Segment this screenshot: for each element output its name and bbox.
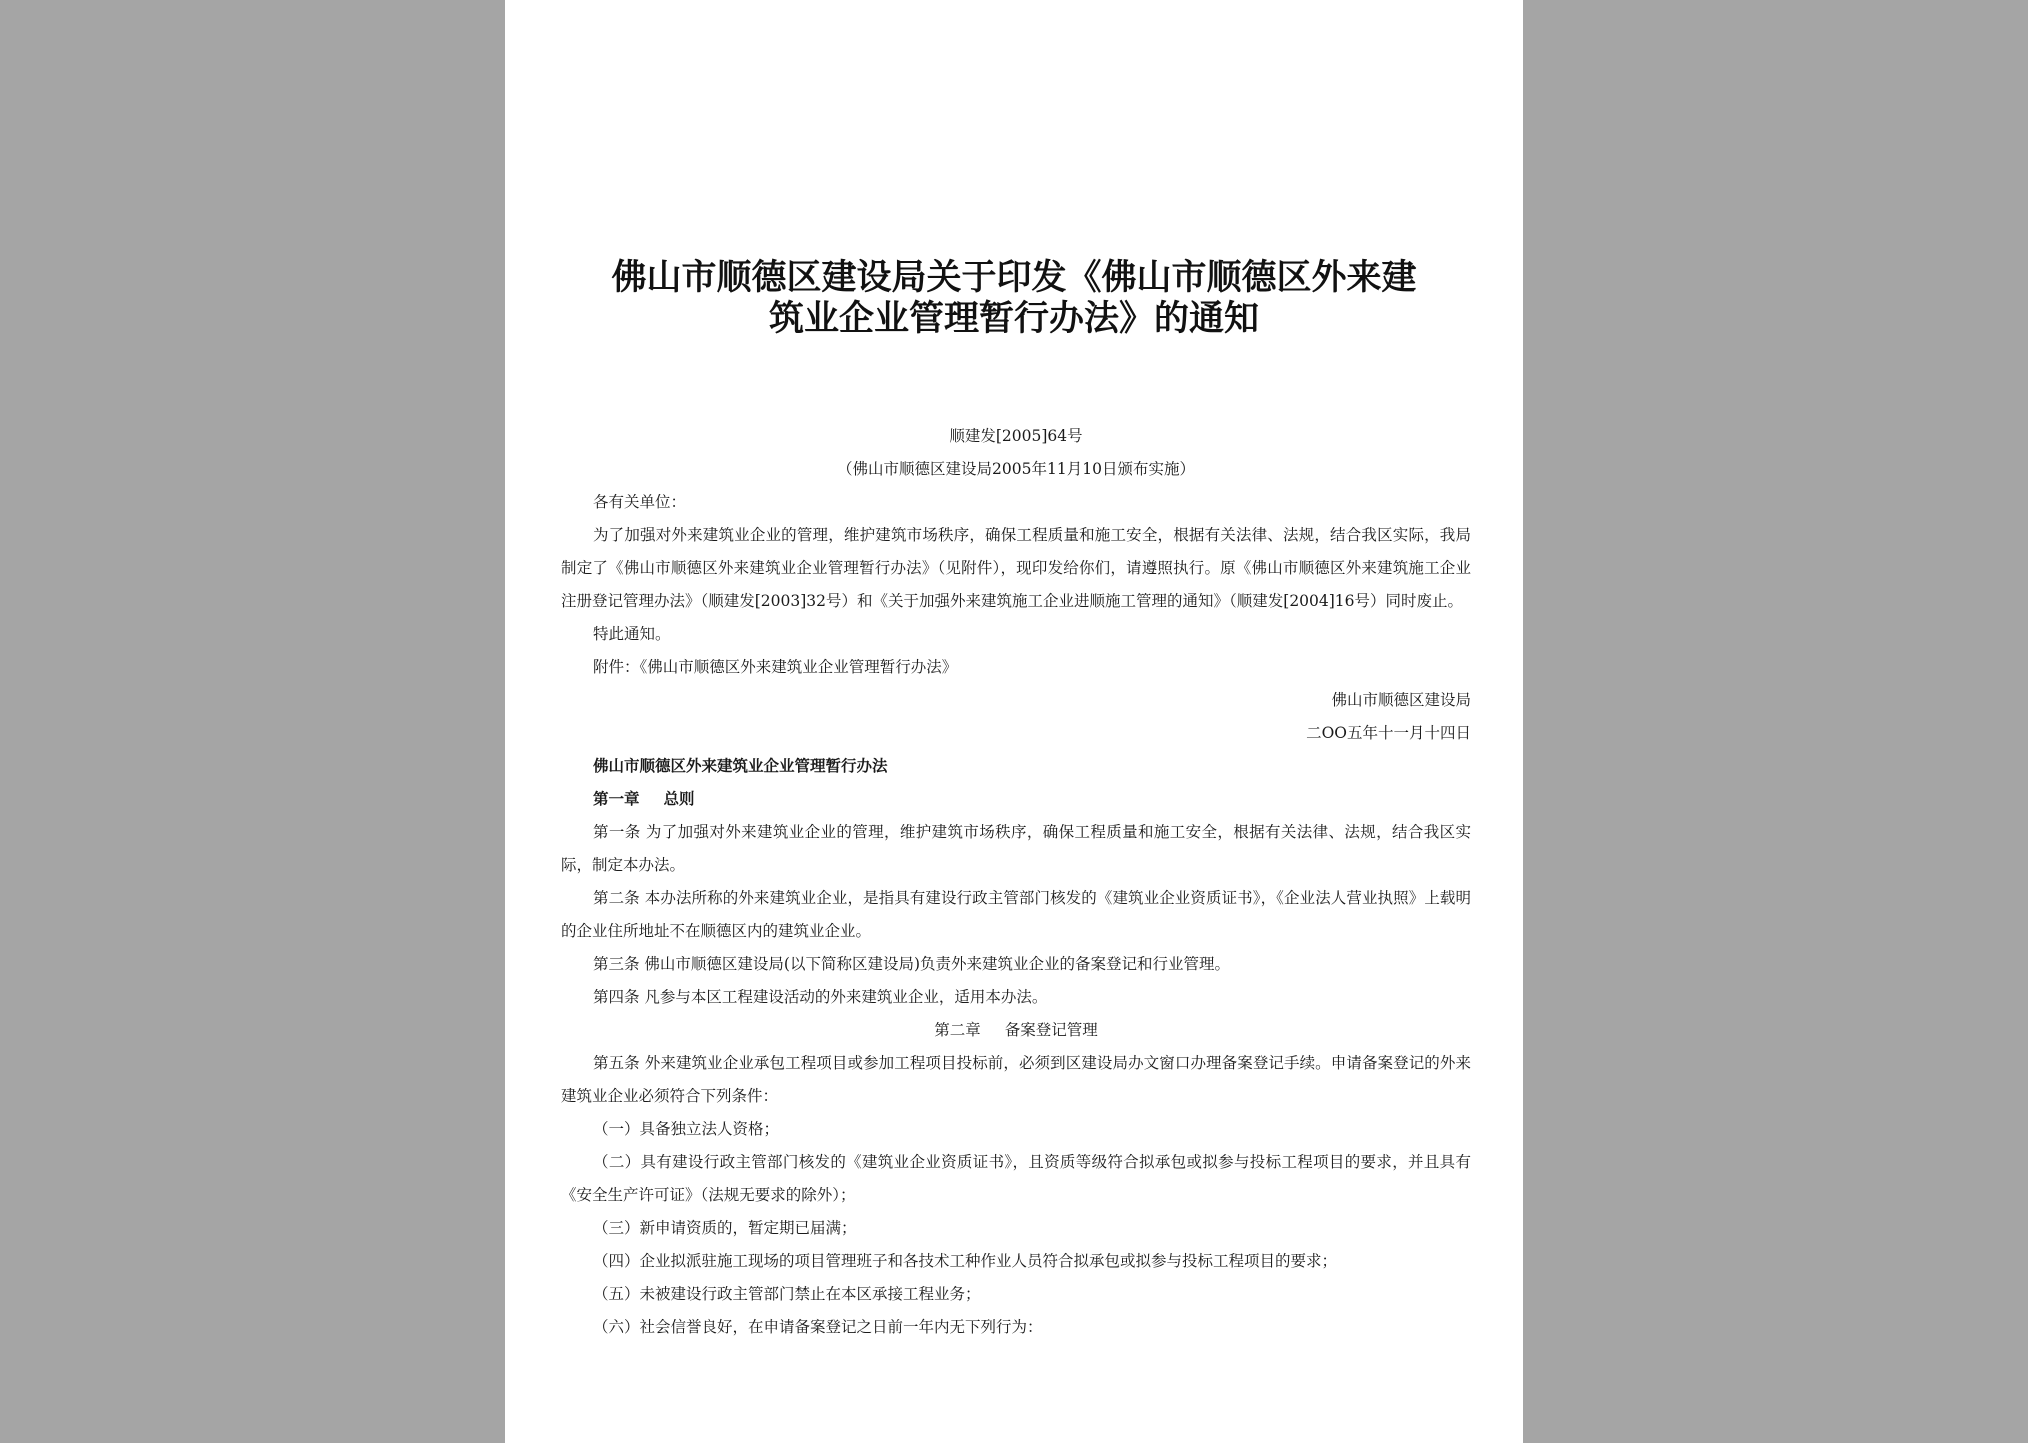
doc-number: 顺建发[2005]64号	[949, 427, 1083, 445]
chapter-2-name: 备案登记管理	[1004, 1021, 1098, 1039]
title-line-1: 佛山市顺德区建设局关于印发《佛山市顺德区外来建	[611, 258, 1417, 298]
measures-title: 佛山市顺德区外来建筑业企业管理暂行办法	[593, 757, 888, 775]
condition-item-3: （三）新申请资质的，暂定期已届满；	[593, 1219, 857, 1237]
condition-item-2: （二）具有建设行政主管部门核发的《建筑业企业资质证书》，且资质等级符合拟承包或拟参与投标工程项目的要求，并且具有《安全生产许可证》（法规无要求的除外）；	[561, 1153, 1471, 1204]
notice-end: 特此通知。	[593, 625, 671, 643]
salutation: 各有关单位：	[593, 493, 687, 511]
article-3: 第三条 佛山市顺德区建设局(以下简称区建设局)负责外来建筑业企业的备案登记和行业管理。	[593, 955, 1231, 973]
issue-note: （佛山市顺德区建设局2005年11月10日颁布实施）	[837, 460, 1195, 478]
signer: 佛山市顺德区建设局	[1331, 691, 1471, 709]
chapter-1-label: 第一章	[593, 790, 640, 808]
condition-item-4: （四）企业拟派驻施工现场的项目管理班子和各技术工种作业人员符合拟承包或拟参与投标工程项目的要求；	[593, 1252, 1338, 1270]
sign-date: 二OO五年十一月十四日	[1306, 724, 1471, 742]
article-1: 第一条 为了加强对外来建筑业企业的管理，维护建筑市场秩序，确保工程质量和施工安全，根据有关法律、法规，结合我区实际，制定本办法。	[561, 823, 1471, 874]
chapter-2-label: 第二章	[934, 1021, 981, 1039]
document-page	[505, 0, 1523, 1443]
document-title	[505, 258, 1523, 340]
body-paragraph: 为了加强对外来建筑业企业的管理，维护建筑市场秩序，确保工程质量和施工安全，根据有关法律、法规，结合我区实际，我局制定了《佛山市顺德区外来建筑业企业管理暂行办法》（见附件），现印发给你们，请遵照执行。原《佛山市顺德区外来建筑施工企业注册登记管理办法》（顺建发[2003]32号）和《关于加强外来建筑施工企业进顺施工管理的通知》（顺建发[2004]16号）同时废止。	[561, 526, 1471, 610]
chapter-1-name: 总则	[663, 790, 695, 808]
article-2: 第二条 本办法所称的外来建筑业企业，是指具有建设行政主管部门核发的《建筑业企业资质证书》，《企业法人营业执照》上载明的企业住所地址不在顺德区内的建筑业企业。	[561, 889, 1471, 940]
chapter-2-heading	[561, 1014, 1471, 1047]
chapter-1-heading	[561, 783, 1471, 816]
condition-item-6: （六）社会信誉良好，在申请备案登记之日前一年内无下列行为：	[593, 1318, 1043, 1336]
attachment-line: 附件：《佛山市顺德区外来建筑业企业管理暂行办法》	[593, 658, 958, 676]
condition-item-1: （一）具备独立法人资格；	[593, 1120, 780, 1138]
article-5: 第五条 外来建筑业企业承包工程项目或参加工程项目投标前，必须到区建设局办文窗口办理备案登记手续。申请备案登记的外来建筑业企业必须符合下列条件：	[561, 1054, 1471, 1105]
article-4: 第四条 凡参与本区工程建设活动的外来建筑业企业，适用本办法。	[593, 988, 1048, 1006]
document-body	[561, 420, 1471, 1344]
condition-item-5: （五）未被建设行政主管部门禁止在本区承接工程业务；	[593, 1285, 981, 1303]
title-line-2: 筑业企业管理暂行办法》的通知	[768, 299, 1259, 339]
